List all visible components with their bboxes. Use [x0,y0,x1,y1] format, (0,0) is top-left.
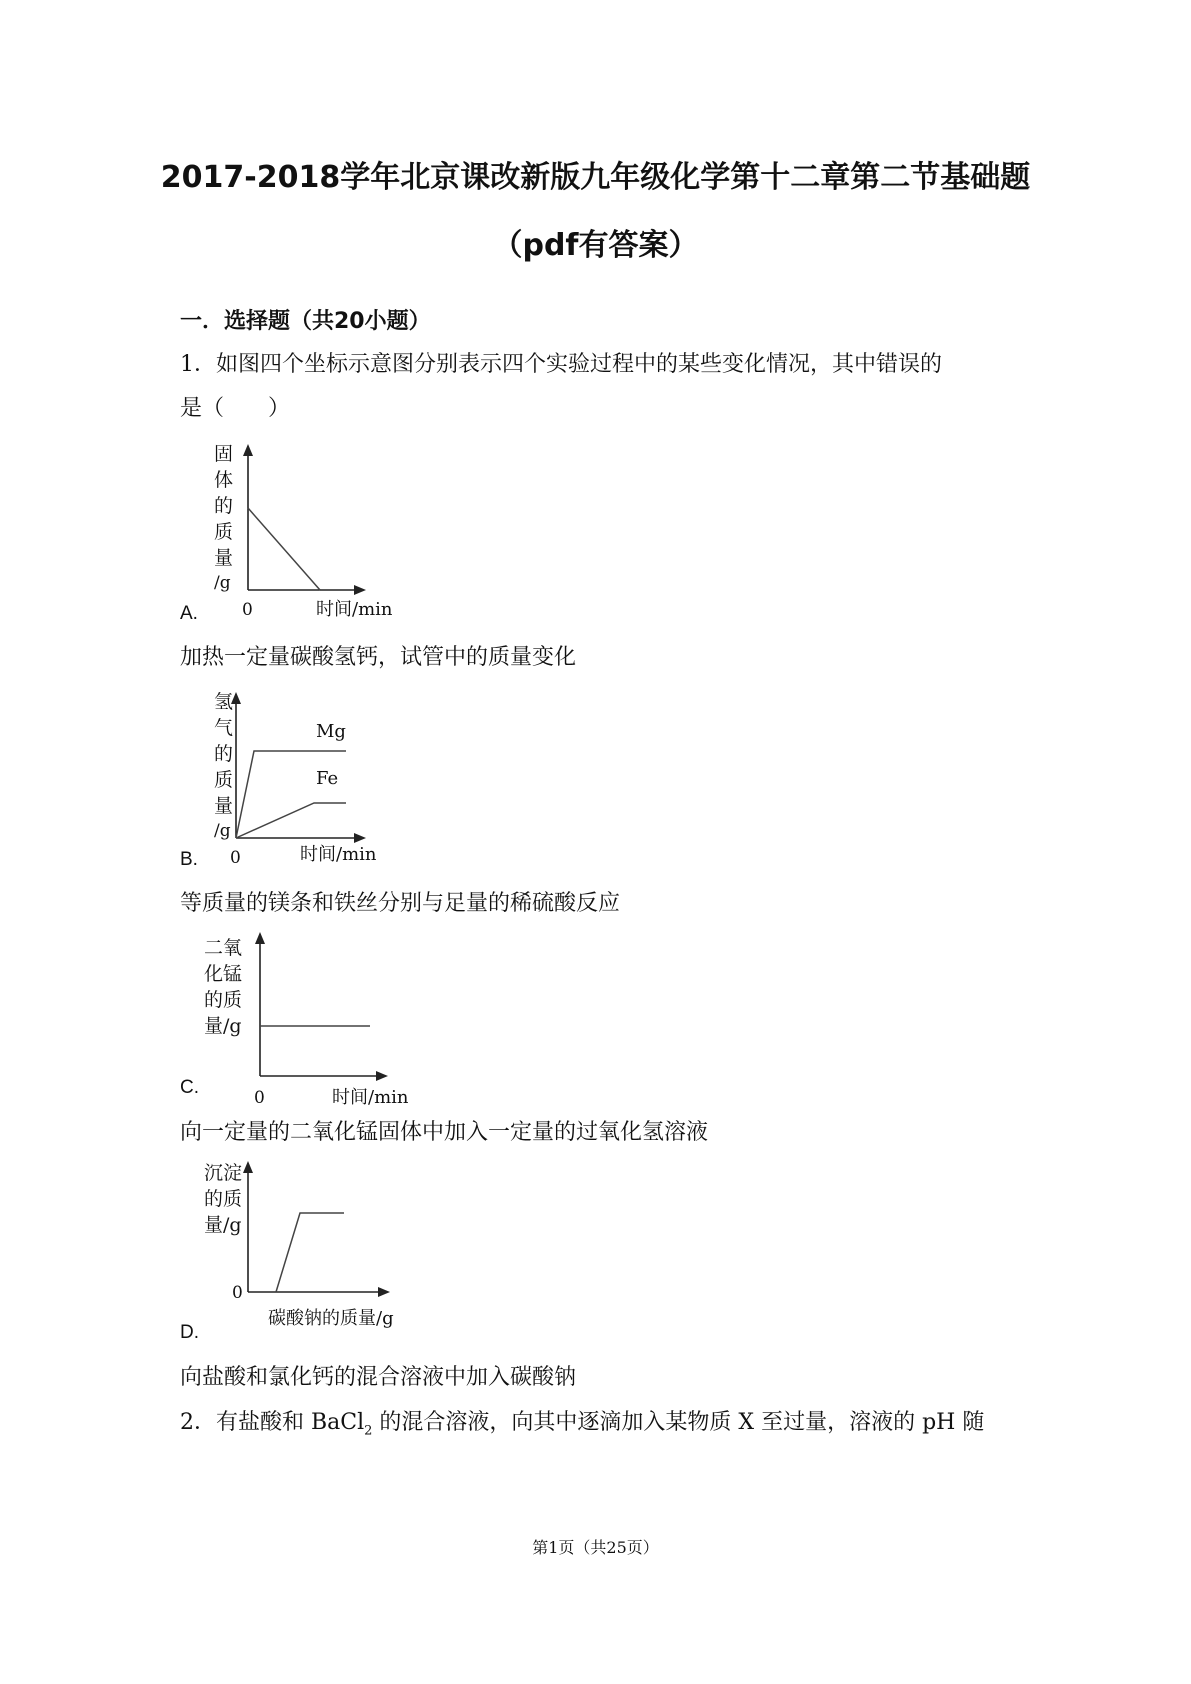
svg-text:体: 体 [214,469,234,491]
svg-text:化锰: 化锰 [204,963,243,985]
svg-text:气: 气 [214,717,234,739]
graph-c-origin: 0 [254,1088,265,1108]
option-c-caption: 向一定量的二氧化锰固体中加入一定量的过氧化氢溶液 [180,1120,709,1145]
graph-a-line [248,508,320,590]
svg-text:的质: 的质 [204,989,243,1011]
graph-a-ylabel [214,443,233,593]
graph-a-origin: 0 [242,600,253,620]
graph-b-ylabel [214,691,233,841]
graph-b-line-mg [236,751,346,838]
svg-text:的: 的 [214,743,234,765]
graph-c-xlabel: 时间/min [332,1087,409,1108]
graph-a-x-arrow [354,585,366,595]
graph-a-y-arrow [243,444,253,456]
q2-stem-part1: 2．有盐酸和 BaCl [180,1410,365,1435]
graph-b-line-fe [236,803,346,838]
graph-a-xlabel: 时间/min [316,599,393,620]
svg-text:/g: /g [214,821,231,841]
graph-c-ylabel [204,937,242,1037]
doc-title-line1: 2017-2018学年北京课改新版九年级化学第十二章第二节基础题 [160,160,1031,195]
svg-text:质: 质 [214,769,234,791]
graph-b-xlabel: 时间/min [300,844,377,865]
graph-d-origin: 0 [232,1283,243,1303]
svg-text:的质: 的质 [204,1188,243,1210]
graph-a [190,440,410,620]
graph-d-ylabel [204,1162,242,1236]
svg-text:氢: 氢 [214,691,234,713]
svg-text:量: 量 [214,547,234,569]
svg-text:量/g: 量/g [204,1214,242,1236]
graph-c-x-arrow [376,1071,388,1081]
option-a-label: A. [180,603,198,624]
q1-stem-line1: 1．如图四个坐标示意图分别表示四个实验过程中的某些变化情况，其中错误的 [180,352,942,377]
svg-text:沉淀: 沉淀 [204,1162,243,1184]
section-heading: 一．选择题（共20小题） [180,309,431,334]
option-d-label: D. [180,1322,199,1343]
graph-c-y-arrow [255,932,265,944]
graph-b [190,688,410,868]
graph-d-xlabel: 碳酸钠的质量/g [268,1308,394,1329]
doc-title-line2: （pdf有答案） [492,228,699,263]
graph-b-series-mg: Mg [316,721,346,742]
page-footer: 第1页（共25页） [532,1538,659,1557]
svg-text:固: 固 [214,443,234,465]
graph-d-x-arrow [378,1287,390,1297]
graph-c [190,928,430,1108]
q2-subscript: 2 [364,1423,373,1439]
svg-text:量/g: 量/g [204,1015,242,1037]
graph-b-origin: 0 [230,848,241,868]
svg-text:二氧: 二氧 [204,937,243,959]
q2-stem [180,1405,984,1438]
option-d-caption: 向盐酸和氯化钙的混合溶液中加入碳酸钠 [180,1365,577,1390]
graph-b-series-fe: Fe [316,768,339,789]
svg-text:质: 质 [214,521,234,543]
q2-stem-part2: 的混合溶液，向其中逐滴加入某物质 X 至过量，溶液的 pH 随 [372,1410,985,1435]
graph-d-y-arrow [243,1161,253,1173]
option-a-caption: 加热一定量碳酸氢钙，试管中的质量变化 [180,645,577,670]
graph-d [190,1157,440,1337]
option-b-label: B. [180,849,198,870]
option-b-caption: 等质量的镁条和铁丝分别与足量的稀硫酸反应 [180,891,621,916]
graph-b-x-arrow [354,833,366,843]
option-c-label: C. [180,1077,199,1098]
svg-text:的: 的 [214,495,234,517]
svg-text:/g: /g [214,573,231,593]
svg-text:量: 量 [214,795,234,817]
graph-d-line [276,1213,344,1292]
q1-stem-line2: 是（ ） [180,396,291,421]
